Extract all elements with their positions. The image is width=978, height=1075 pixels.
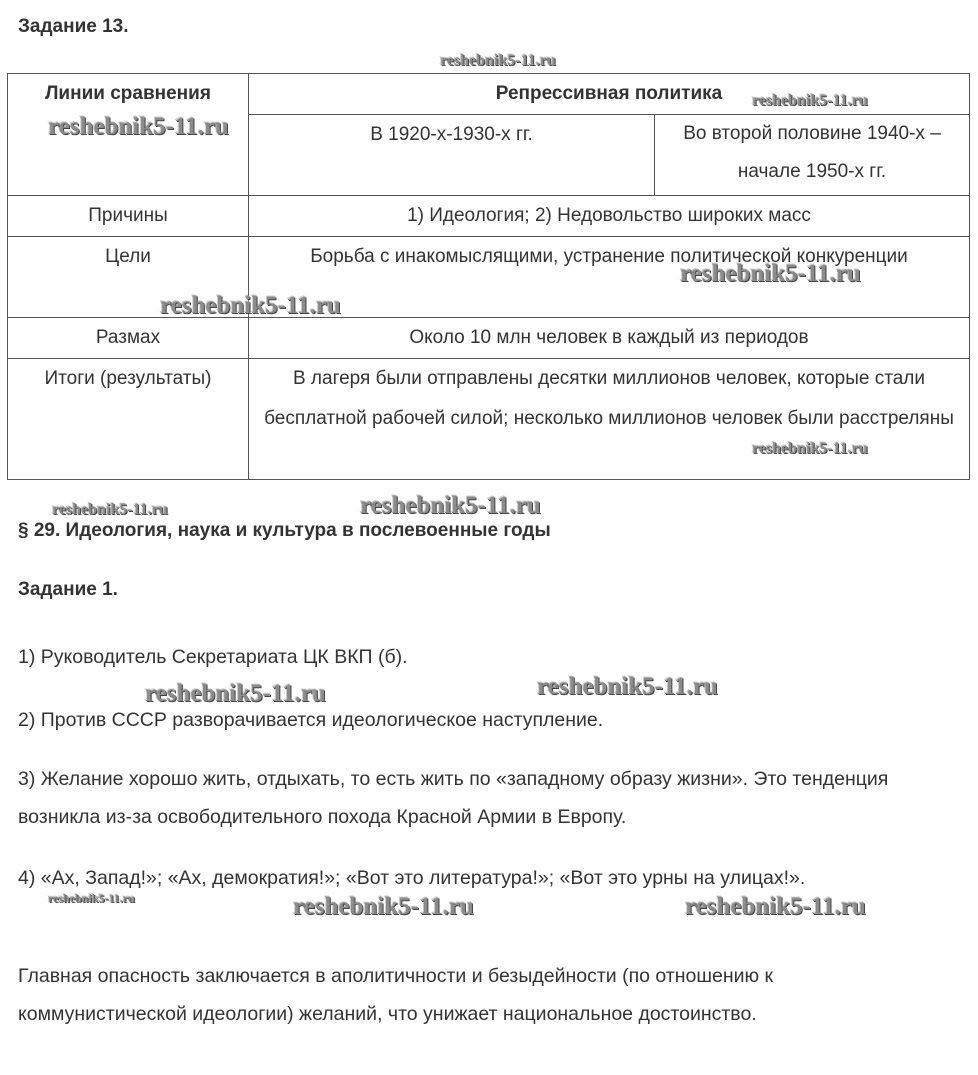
watermark: reshebnik5-11.ru (160, 292, 341, 319)
watermark: reshebnik5-11.ru (537, 673, 718, 700)
answer-3: 3) Желание хорошо жить, отдыхать, то есть жить по «западному образу жизни». Это тенденция возникла из-за освободительного похода Красной Армии в Европу. (18, 768, 889, 828)
watermark: reshebnik5-11.ru (752, 92, 868, 109)
watermark: reshebnik5-11.ru (440, 52, 556, 69)
answer-4: 4) «Ах, Запад!»; «Ах, демократия!»; «Вот это литература!»; «Вот это урны на улицах!». (18, 867, 806, 889)
header-comparison-lines: Линии сравнения (8, 74, 249, 196)
row-label: Итоги (результаты) (8, 359, 249, 480)
watermark: reshebnik5-11.ru (52, 501, 168, 518)
table-row (8, 359, 970, 480)
watermark: reshebnik5-11.ru (680, 260, 861, 287)
table-row (8, 237, 970, 318)
watermark: reshebnik5-11.ru (752, 440, 868, 457)
watermark: reshebnik5-11.ru (145, 680, 326, 707)
answer-1: 1) Руководитель Секретариата ЦК ВКП (б). (18, 646, 408, 668)
row-value: 1) Идеология; 2) Недовольство широких масс (249, 196, 970, 237)
section-29-title: § 29. Идеология, наука и культура в послевоенные годы (18, 520, 551, 541)
watermark: reshebnik5-11.ru (48, 113, 229, 140)
header-repressive-policy: Репрессивная политика (249, 74, 970, 115)
row-value: Около 10 млн человек в каждый из периодов (249, 318, 970, 359)
answer-2: 2) Против СССР разворачивается идеологическое наступление. (18, 709, 604, 731)
period-1920s-1930s: В 1920-х-1930-х гг. (249, 115, 655, 196)
table-row (8, 318, 970, 359)
watermark: reshebnik5-11.ru (293, 893, 474, 920)
row-value: В лагеря были отправлены десятки миллионов человек, которые стали бесплатной рабочей силой; несколько миллионов человек были расстреляны (249, 359, 970, 480)
table-row (8, 196, 970, 237)
watermark: reshebnik5-11.ru (685, 893, 866, 920)
answer-5: Главная опасность заключается в аполитичности и безыдейности (по отношению к коммунистической идеологии) желаний, что унижает национальное достоинство. (18, 965, 774, 1025)
comparison-table (7, 73, 970, 480)
row-label: Размах (8, 318, 249, 359)
watermark: reshebnik5-11.ru (360, 492, 541, 519)
watermark: reshebnik5-11.ru (48, 891, 135, 905)
task-13-title: Задание 13. (18, 16, 129, 37)
period-1940s-1950s: Во второй половине 1940-х – начале 1950-х гг. (655, 115, 970, 196)
row-label: Цели (8, 237, 249, 318)
task-1-title: Задание 1. (18, 579, 118, 600)
row-label: Причины (8, 196, 249, 237)
row-value: Борьба с инакомыслящими, устранение политической конкуренции (249, 237, 970, 318)
table-header-row (8, 74, 970, 115)
